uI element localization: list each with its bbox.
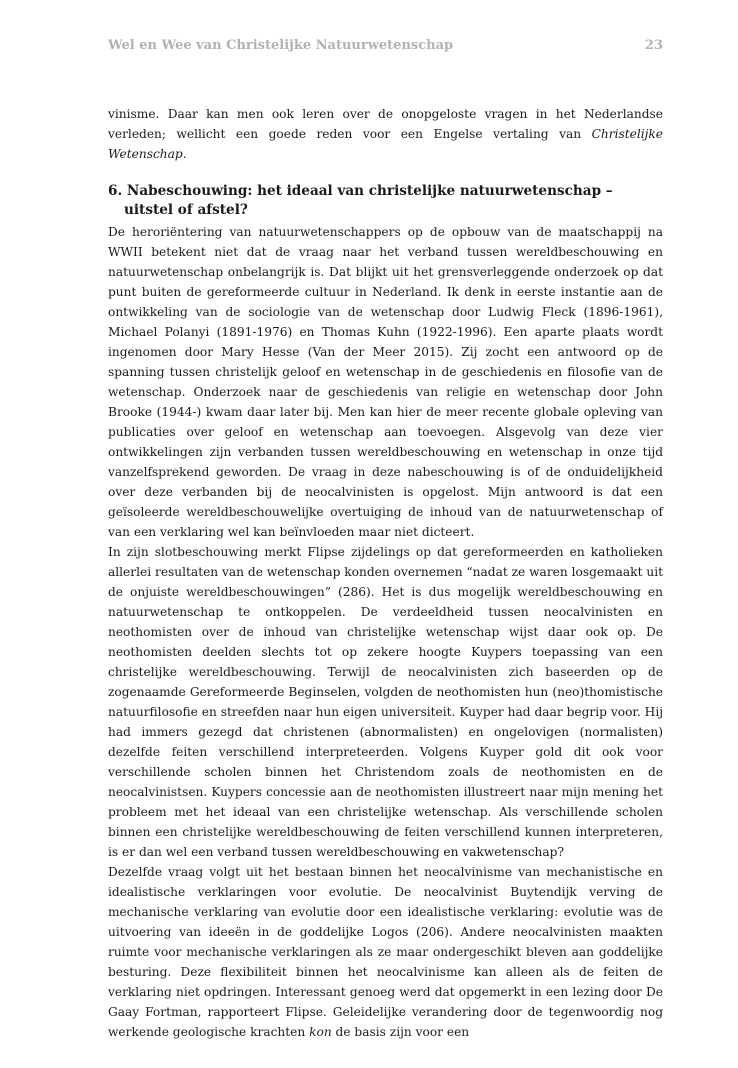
running-head <box>108 38 663 53</box>
section-heading: 6. Nabeschouwing: het ideaal van christelijke natuurwetenschap – uitstel of afstel? <box>108 183 613 218</box>
intro-paragraph <box>108 104 663 164</box>
paragraph-2: In zijn slotbeschouwing merkt Flipse zijdelings op dat gereformeerden en katholieken allerlei resultaten van de wetenschap konden overnemen “nadat ze waren losgemaakt uit de onjuiste wereldbeschouwingen” (286). Het is dus mogelijk wereldbeschouwing en natuurwetenschap te ontkoppelen. De verdeeldheid tussen neocalvinisten en neothomisten over de inhoud van christelijke wetenschap wijst daar ook op. De neothomisten deelden slechts tot op zekere hoogte Kuypers toepassing van een christelijke wereldbeschouwing. Terwijl de neocalvinisten zich baseerden op de zogenaamde Gereformeerde Beginselen, volgden de neothomisten hun (neo)thomistische natuurfilosofie en streefden naar hun eigen universiteit. Kuyper had daar begrip voor. Hij had immers gezegd dat christenen (abnormalisten) en ongelovigen (normalisten) dezelfde feiten verschillend interpreteerden. Volgens Kuyper gold dit ook voor verschillende scholen binnen het Christendom zoals de neothomisten en de neocalvinistsen. Kuypers concessie aan de neothomisten illustreert naar mijn mening het probleem met het ideaal van een christelijke wetenschap. Als verschillende scholen binnen een christelijke wereldbeschouwing de feiten verschillend kunnen interpreteren, is er dan wel een verband tussen wereldbeschouwing en vakwetenschap? <box>108 545 663 859</box>
page-number: 23 <box>644 38 663 53</box>
body-text <box>108 104 663 1042</box>
paragraph-3 <box>108 862 663 1042</box>
paragraph-3-text: Dezelfde vraag volgt uit het bestaan binnen het neocalvinisme van mechanistische en idealistische verklaringen voor evolutie. De neocalvinist Buytendijk verving de mechanische verklaring van evolutie door een idealistische verklaring: evolutie was de uitvoering van ideeën in de goddelijke Logos (206). Andere neocalvinisten maakten ruimte voor mechanische verklaringen als ze maar ondergeschikt bleven aan goddelijke besturing. Deze flexibiliteit binnen het neocalvinisme kan alleen als de feiten de verklaring niet opdringen. Interessant genoeg werd dat opgemerkt in een lezing door De Gaay Fortman, rapporteert Flipse. Geleidelijke verandering door de tegenwoordig nog werkende geologische krachten <box>108 865 663 1039</box>
paragraph-1: De heroriëntering van natuurwetenschappers op de opbouw van de maatschappij na WWII betekent niet dat de vraag naar het verband tussen wereldbeschouwing en natuurwetenschap onbelangrijk is. Dat blijkt uit het grensverleggende onderzoek op dat punt buiten de gereformeerde cultuur in Nederland. Ik denk in eerste instantie aan de ontwikkeling van de sociologie van de wetenschap door Ludwig Fleck (1896-1961), Michael Polanyi (1891-1976) en Thomas Kuhn (1922-1996). Een aparte plaats wordt ingenomen door Mary Hesse (Van der Meer 2015). Zij zocht een antwoord op de spanning tussen christelijk geloof en wetenschap in de geschiedenis en filosofie van de wetenschap. Onderzoek naar de geschiedenis van religie en wetenschap door John Brooke (1944-) kwam daar later bij. Men kan hier de meer recente globale opleving van publicaties over geloof en wetenschap aan toevoegen. Alsgevolg van deze vier ontwikkelingen zijn verbanden tussen wereldbeschouwing en wetenschap in onze tijd vanzelfsprekend geworden. De vraag in deze nabeschouwing is of de onduidelijkheid over deze verbanden bij de neocalvinisten is opgelost. Mijn antwoord is dat een geïsoleerde wereldbeschouwelijke overtuiging de inhoud van de natuurwetenschap of van een verklaring wel kan beïnvloeden maar niet dicteert. <box>108 225 663 539</box>
running-head-title: Wel en Wee van Christelijke Natuurwetenschap <box>108 38 454 53</box>
book-title-italic: Christelijke Wetenschap <box>108 127 663 161</box>
intro-text: vinisme. Daar kan men ook leren over de onopgeloste vragen in het Nederlandse verleden; wellicht een goede reden voor een Engelse vertaling van <box>108 107 663 141</box>
intro-period: . <box>182 147 187 161</box>
paragraph-3-italic: kon <box>309 1025 332 1039</box>
paragraph-3-end: de basis zijn voor een <box>331 1025 470 1039</box>
